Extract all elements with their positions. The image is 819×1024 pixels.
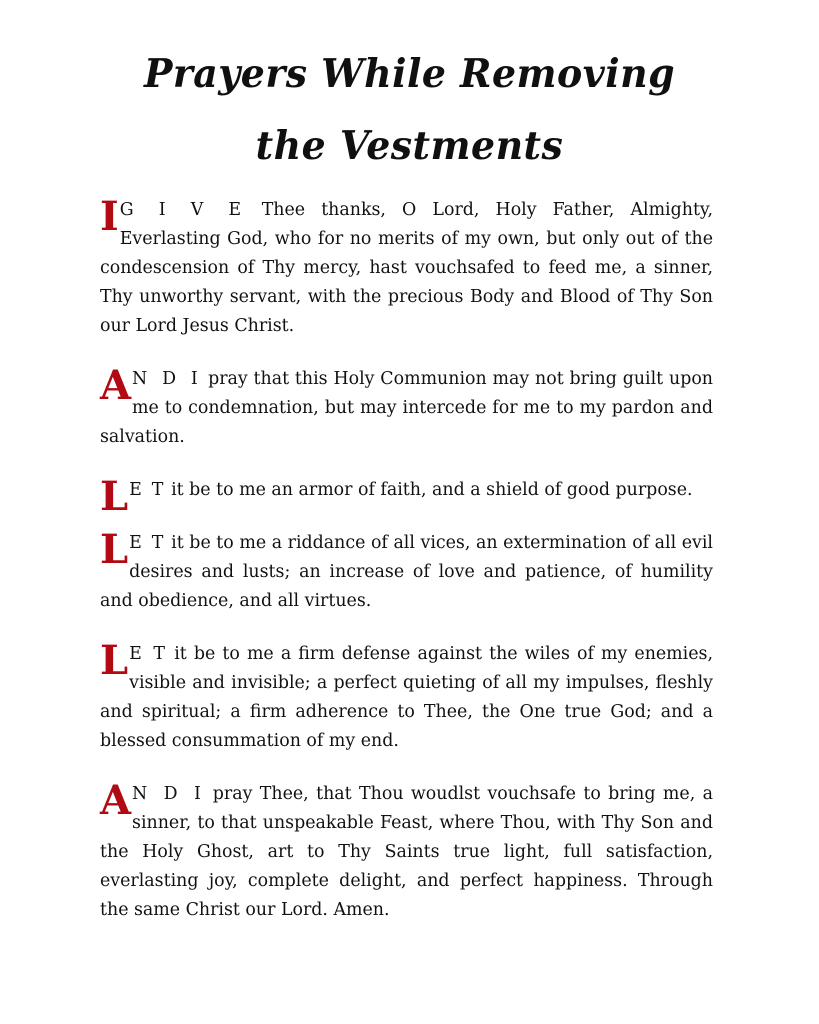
paragraph-text: it be to me an armor of faith, and a shield of good purpose.: [165, 480, 693, 500]
dropcap-initial: A: [100, 362, 132, 409]
prayer-paragraph-firm-defense: [100, 637, 713, 756]
prayer-paragraph-and-i-pray: [100, 362, 713, 452]
title-line-2: the Vestments: [255, 123, 564, 169]
paragraph-text: pray that this Holy Communion may not bring guilt upon me to condemnation, but may intercede for me to my pardon and salvation.: [100, 369, 713, 447]
spaced-initial-run: G I V E: [119, 200, 246, 220]
dropcap-initial: A: [100, 777, 132, 824]
prayer-paragraph-riddance-of-vices: [100, 526, 713, 616]
spaced-initial-run: E T: [129, 644, 168, 664]
paragraph-text: pray Thee, that Thou woudlst vouchsafe to bring me, a sinner, to that unspeakable Feast, where Thou, with Thy Son and the Holy Ghost, art to Thy Saints true light, full satisfaction, everlasting joy, complete delight, and perfect happiness. Through the same Christ our Lord. Amen.: [100, 784, 713, 920]
prayer-body: [100, 193, 713, 925]
page-title: [0, 0, 819, 180]
spaced-initial-run: N D I: [132, 369, 203, 389]
paragraph-text: it be to me a firm defense against the wiles of my enemies, visible and invisible; a perfect quieting of all my impulses, fleshly and spiritual; a firm adherence to Thee, the One true God; and a blessed consummation of my end.: [100, 644, 713, 751]
prayer-paragraph-give-thanks: [100, 193, 713, 341]
dropcap-initial: L: [100, 637, 129, 684]
dropcap-initial: L: [100, 526, 129, 573]
title-line-1: Prayers While Removing: [143, 51, 676, 97]
paragraph-text: Thee thanks, O Lord, Holy Father, Almighty, Everlasting God, who for no merits of my own, but only out of the condescension of Thy mercy, hast vouchsafed to feed me, a sinner, Thy unworthy servant, with the precious Body and Blood of Thy Son our Lord Jesus Christ.: [100, 200, 713, 336]
spaced-initial-run: N D I: [132, 784, 206, 804]
dropcap-initial: I: [100, 193, 119, 240]
spaced-initial-run: E T: [129, 480, 166, 500]
prayer-paragraph-unspeakable-feast: [100, 777, 713, 925]
dropcap-initial: L: [100, 473, 129, 520]
spaced-initial-run: E T: [129, 533, 166, 553]
paragraph-text: it be to me a riddance of all vices, an extermination of all evil desires and lusts; an increase of love and patience, of humility and obedience, and all virtues.: [100, 533, 713, 611]
prayer-paragraph-armor-of-faith: [100, 473, 713, 520]
